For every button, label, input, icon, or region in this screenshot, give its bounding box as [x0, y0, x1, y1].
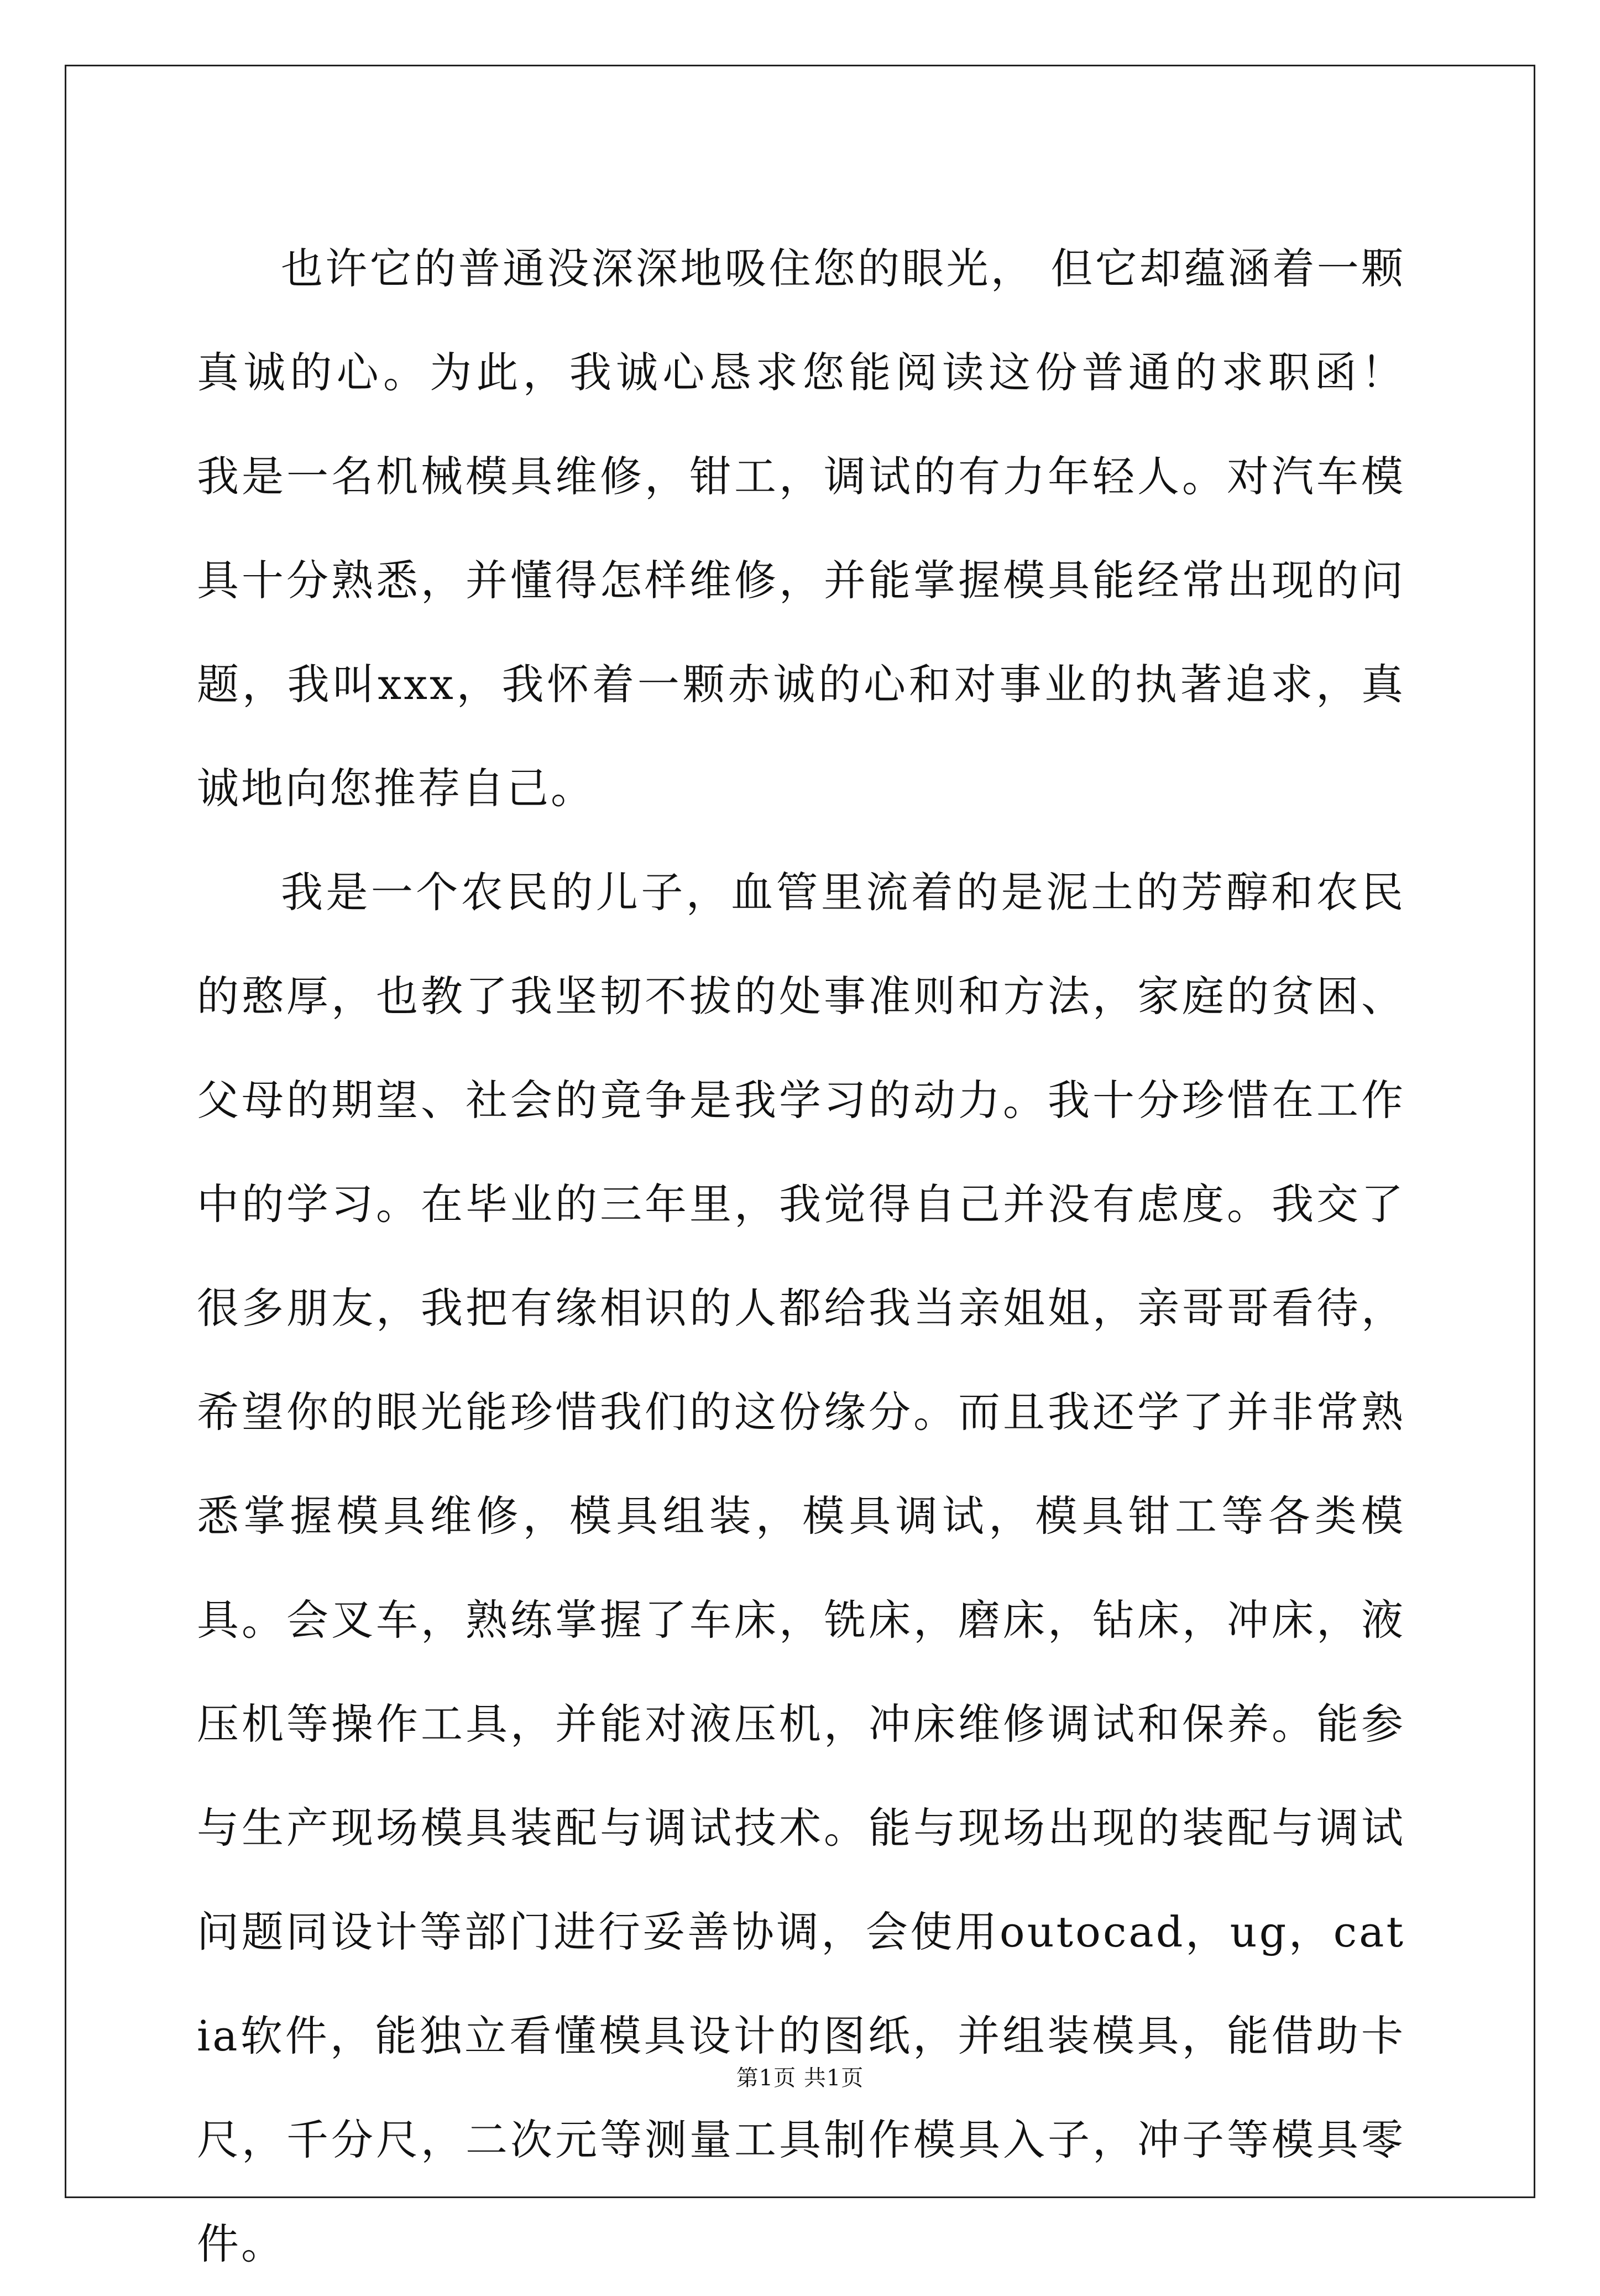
page-number-footer: 第1页 共1页	[736, 2065, 864, 2091]
document-body	[197, 217, 1405, 2296]
paragraph-1: 也许它的普通没深深地吸住您的眼光， 但它却蕴涵着一颗真诚的心。为此，我诚心恳求您能阅读这份普通的求职函！ 我是一名机械模具维修，钳工，调试的有力年轻人。对汽车模具十分熟悉，并懂得怎样维修，并能掌握模具能经常出现的问题，我叫xxx，我怀着一颗赤诚的心和对事业的执著追求，真诚地向您推荐自己。	[197, 244, 1405, 813]
paragraph-2: 我是一个农民的儿子，血管里流着的是泥土的芳醇和农民的憨厚，也教了我坚韧不拔的处事准则和方法，家庭的贫困、父母的期望、社会的竟争是我学习的动力。我十分珍惜在工作中的学习。在毕业的三年里，我觉得自己并没有虑度。我交了很多朋友，我把有缘相识的人都给我当亲姐姐，亲哥哥看待，希望你的眼光能珍惜我们的这份缘分。而且我还学了并非常熟悉掌握模具维修，模具组装，模具调试，模具钳工等各类模具。会叉车，熟练掌握了车床，铣床，磨床，钻床，冲床，液压机等操作工具，并能对液压机，冲床维修调试和保养。能参与生产现场模具装配与调试技术。能与现场出现的装配与调试问题同设计等部门进行妥善协调，会使用outocad，ug，catia软件，能独立看懂模具设计的图纸，并组装模具，能借助卡尺，千分尺，二次元等测量工具制作模具入子，冲子等模具零件。	[197, 868, 1405, 2268]
